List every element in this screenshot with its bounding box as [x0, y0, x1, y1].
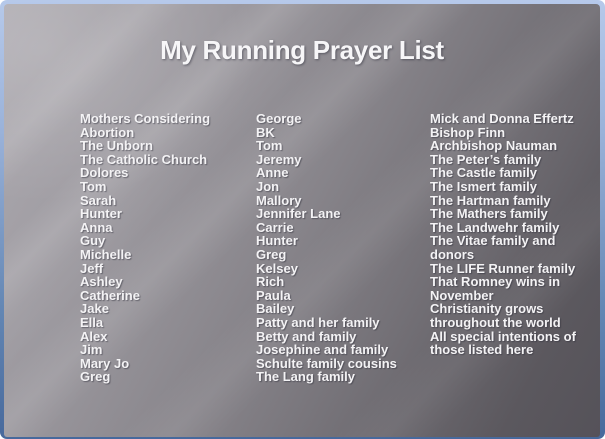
prayer-line: The Lang family	[256, 369, 355, 385]
prayer-line: Jake	[80, 301, 109, 317]
prayer-line: All special intentions of	[430, 328, 576, 344]
prayer-line: Mick and Donna Effertz	[430, 111, 574, 126]
prayer-line: Ashley	[80, 274, 123, 290]
prayer-line: BK	[256, 124, 275, 140]
prayer-line: Greg	[256, 246, 287, 262]
prayer-line: Tom	[80, 178, 107, 194]
prayer-line: Christianity grows	[430, 301, 544, 317]
prayer-line: throughout the world	[430, 314, 561, 330]
prayer-line: Jennifer Lane	[256, 206, 341, 222]
prayer-line: Schulte family cousins	[256, 355, 397, 371]
slide-title: My Running Prayer List	[160, 35, 444, 65]
prayer-column-2	[256, 112, 397, 384]
prayer-line: Jeff	[80, 260, 104, 276]
prayer-line: Sarah	[80, 192, 117, 208]
prayer-line: Patty and her family	[256, 314, 380, 330]
prayer-line: The Mathers family	[430, 206, 548, 222]
prayer-line: Catherine	[80, 287, 140, 303]
prayer-line: Hunter	[80, 206, 122, 222]
prayer-line: Bishop Finn	[430, 124, 506, 140]
prayer-line: The LIFE Runner family	[430, 260, 576, 276]
prayer-line: those listed here	[430, 342, 534, 358]
prayer-line: The Vitae family and	[430, 233, 556, 249]
prayer-line: Archbishop Nauman	[430, 138, 558, 154]
prayer-column-3	[430, 112, 576, 357]
prayer-line: Rich	[256, 274, 285, 290]
prayer-line: The Catholic Church	[80, 151, 208, 167]
prayer-line: donors	[430, 246, 475, 262]
prayer-line: That Romney wins in	[430, 274, 561, 290]
prayer-line: The Peter’s family	[430, 151, 542, 167]
prayer-line: Bailey	[256, 301, 295, 317]
prayer-line: Betty and family	[256, 328, 357, 344]
prayer-line: Josephine and family	[256, 342, 389, 358]
prayer-line: The Landwehr family	[430, 219, 560, 235]
prayer-line: Alex	[80, 328, 108, 344]
prayer-line: Ella	[80, 314, 104, 330]
prayer-line: Greg	[80, 369, 111, 385]
prayer-line: Mothers Considering	[80, 111, 211, 126]
prayer-list-slide	[4, 4, 600, 437]
prayer-line: Carrie	[256, 219, 294, 235]
prayer-line: Anna	[80, 219, 113, 235]
prayer-line: Tom	[256, 138, 283, 154]
prayer-line: Paula	[256, 287, 291, 303]
prayer-line: Jim	[80, 342, 103, 358]
prayer-line: Abortion	[80, 124, 135, 140]
prayer-column-1	[80, 112, 210, 384]
prayer-line: The Hartman family	[430, 192, 551, 208]
prayer-line: Jeremy	[256, 151, 302, 167]
prayer-line: Kelsey	[256, 260, 298, 276]
prayer-line: Anne	[256, 165, 289, 181]
prayer-line: November	[430, 287, 494, 303]
prayer-line: The Ismert family	[430, 178, 537, 194]
prayer-line: The Castle family	[430, 165, 537, 181]
prayer-line: Mallory	[256, 192, 302, 208]
prayer-line: Hunter	[256, 233, 298, 249]
prayer-line: The Unborn	[80, 138, 153, 154]
prayer-line: George	[256, 111, 302, 126]
prayer-line: Mary Jo	[80, 355, 130, 371]
prayer-line: Dolores	[80, 165, 129, 181]
prayer-line: Jon	[256, 178, 280, 194]
prayer-line: Guy	[80, 233, 106, 249]
prayer-line: Michelle	[80, 246, 132, 262]
